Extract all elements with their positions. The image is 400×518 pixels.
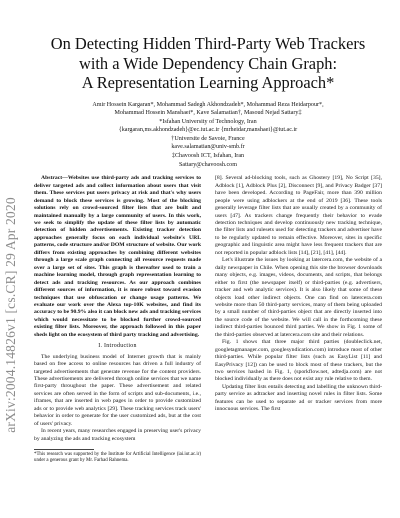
body-paragraph: Let's illustrate the issues by looking at latercera.com, the website of a daily newspaper in Chile. When opening this site the browser downloads many objects, e.g. images, videos, documents, and scripts, that belongs either to first (the newspaper itself) or third-parties (e.g. advertisers, tracker and web analytic services). It is also likely that some of these objects load other indirect objects. One can find on latercera.com website more than 50 third-party services, many of them being uploaded by a small number of third-parties object that are directly inserted into the source code of the website. We will call in the forthcoming these indirect third-parties bounced third parties. We show in Fig. 1 some of the third-parties observed at latercera.com site and their relations. [215,257,382,338]
body-paragraph: [8]. Several ad-blocking tools, such as Ghostery [19], No Script [35], Adblock [1], Adblock Plus [2], Disconnect [9], and Privacy Badger [37] have been developed. According to PageFair, more than 390 million people were using adblockers at the end of 2019 [36]. These tools generally leverage filter lists that are usually created by a community of users [47]. As trackers change frequently their behavior to evade detection techniques and develop continuously new tracking technique, the filter lists and rulesets used for detecting trackers and advertiser have to be regularly updated to remain effective. Moreover, sites in specific geographic and linguistic area might have less frequent trackers that are not reported in popular adblock lists [14], [21], [41], [44]. [215,175,382,256]
body-paragraph: Updating filter lists entails detecting and labelling the unknown third-party service as adtracker and inserting novel rules in filter lists. Some features can be used to separate ad or tracker services from more innocuous services. The first [215,383,382,413]
author-block [34,101,382,170]
email-line: kave.salamatian@univ-smb.fr [171,144,245,151]
author-line: Amir Hossein Kargaran*, Mohammad Sadegh Akhondzadeh*, Mohammad Reza Heidarpour*, [92,101,324,108]
title-line: with a Wide Dependency Chain Graph: [78,53,338,73]
arxiv-stamp [2,170,20,460]
section-heading-introduction: I. Introduction [98,343,137,350]
right-column [215,175,382,464]
paper-title [34,34,382,93]
two-column-body [34,175,382,464]
title-line: On Detecting Hidden Third-Party Web Trackers [50,34,366,53]
affiliation-line: †Universite de Savoie, France [171,135,245,142]
affiliation-line: ‡Chavoosh ICT, Isfahan, Iran [171,153,245,160]
email-line: Sattary@chavoosh.com [179,161,237,168]
author-line: Mohammad Hossein Manshaei*, Kave Salamatian†, Masoud Nejad Sattary‡ [114,110,302,117]
title-line: A Representation Learning Approach* [81,73,335,92]
affiliation-line: *Isfahan University of Technology, Iran [159,118,257,125]
footnote: *This research was supported by the Institute for Artificial Intelligence (iai.iut.ac.ir) under a generous grant by Mr. Farhad Rahnema. [34,452,201,464]
left-column [34,175,201,464]
footnote-divider [34,449,94,450]
body-paragraph: The underlying business model of Internet growth that is mainly based on free access to online resources has driven a full industry of targeted advertisements that generate revenue for the content providers. These advertisements are delivered through online services that we name first-party throughout the paper. These advertisement and related services are often served in the form of scripts and sub-documents, i.e., iframes, that are inserted in web pages in order to provide customized ads or to provide web analytics [29]. These tracking services track users' behavior in order to generate for the user customized ads, but at the cost of users' privacy. [34,353,201,427]
paper-page [34,34,382,465]
email-line: {kargaran,ms.akhondzadeh}@ec.iut.ac.ir {mrheidar,manshaei}@iut.ac.ir [118,127,298,134]
body-paragraph: Fig. 1 shows that three major third parties (doubleclick.net, googletagmanager.com, googlesyndication.com) introduce most of other third-parties. While popular filter lists (such as EasyList [11] and EasyPrivacy [12]) can be used to block most of these trackers, but the two services hashed in Fig. 1, (sporkflow.net, adtedja.com) are not blocked individually as there does not exist any rule relative to them. [215,339,382,383]
body-paragraph: In recent years, many researches engaged in preserving user's privacy by analyzing the ads and tracking ecosystem [34,428,201,442]
abstract: Abstract—Websites use third-party ads and tracking services to deliver targeted ads and collect information about users that visit them. These services put users privacy at risk and that's why users demand to block these services is growing. Most of the blocking solutions rely on crowd-sourced filter lists that are built and maintained manually by a large community of users. In this work, we seek to simplify the update of these filter lists by automatic detection of hidden advertisements. Existing tracker detection approaches generally focus on each individual website's URL patterns, code structure and/or DOM structure of website. Our work differs from existing approaches by combining different websites through a large scale graph connecting all resource requests made over a large set of sites. This graph is thereafter used to train a machine learning model, through graph representation learning to detect ads and tracking resources. As our approach combines different sources of information, it is more robust toward evasion techniques that use obfuscation or change usage patterns. We evaluate our work over the Alexa top-10K websites, and find its accuracy to be 90.9% also it can block new ads and tracking services which would necessitate to be blocked further crowd-sourced existing filter lists. Moreover, the approach followed in this paper sheds light on the ecosystem of third party tracking and advertising. [34,175,201,338]
arxiv-identifier: arXiv:2004.14826v1 [cs.CR] 29 Apr 2020 [3,197,18,433]
